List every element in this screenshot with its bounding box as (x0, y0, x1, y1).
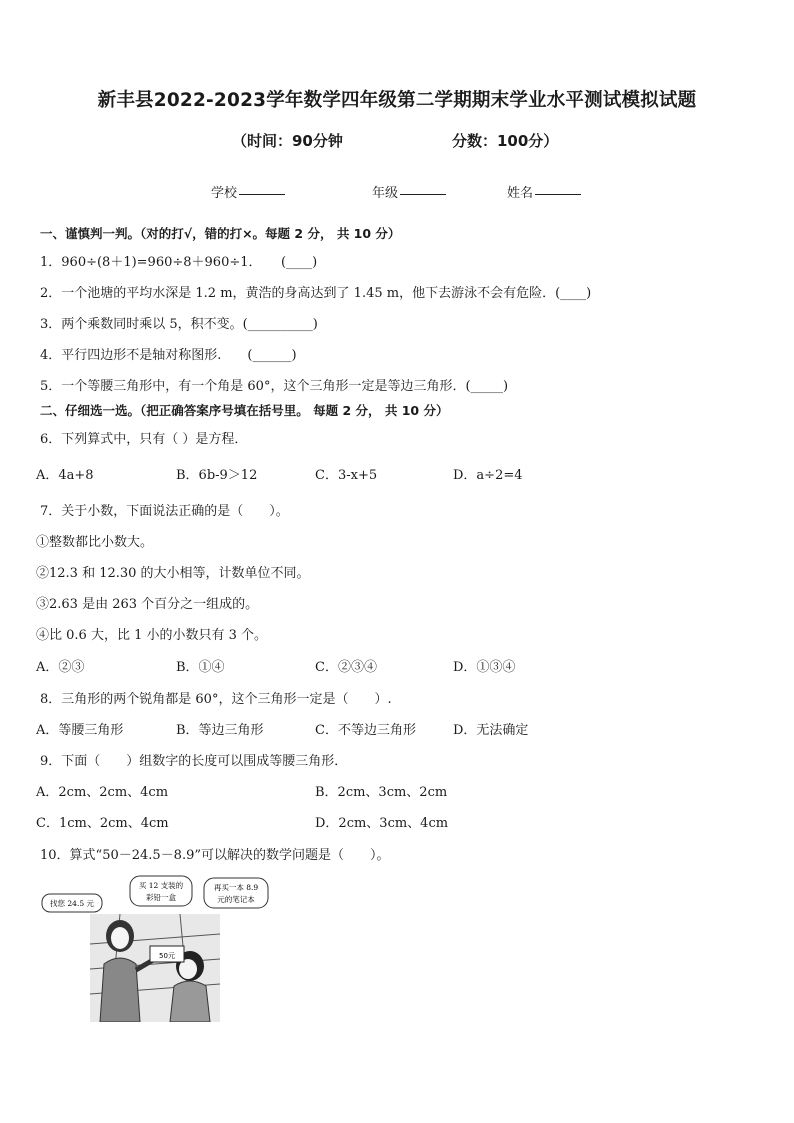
q10-illustration (40, 874, 280, 1022)
q9-option-d: D．2cm、3cm、4cm (315, 816, 449, 831)
speech-bubble-3 (204, 878, 268, 908)
grade-blank (400, 182, 446, 195)
q9-option-c: C．1cm、2cm、4cm (36, 816, 169, 831)
q7-statement-3: ③2.63 是由 263 个百分之一组成的。 (36, 597, 259, 612)
question-10: 10．算式“50－24.5－8.9”可以解决的数学问题是（ ）。 (40, 848, 390, 863)
bubble-2-line-2: 彩铅一盒 (146, 893, 176, 902)
speech-bubble-1 (42, 894, 102, 912)
name-label: 姓名 (507, 186, 534, 201)
school-blank (239, 182, 285, 195)
bubble-2-line-1: 买 12 支装的 (138, 881, 184, 890)
bubble-1-text: 找您 24.5 元 (50, 899, 94, 908)
exam-title: 新丰县2022-2023学年数学四年级第二学期期末学业水平测试模拟试题 (97, 90, 697, 111)
q7-statement-2: ②12.3 和 12.30 的大小相等，计数单位不同。 (36, 566, 310, 581)
grade-label: 年级 (372, 186, 399, 201)
q8-option-c: C．不等边三角形 (315, 723, 416, 738)
q7-option-a: A．②③ (36, 660, 85, 675)
q7-option-b: B．①④ (176, 660, 225, 675)
question-3: 3．两个乘数同时乘以 5，积不变。(__________) (40, 317, 318, 332)
q6-option-b: B．6b-9＞12 (176, 468, 258, 483)
q9-option-a: A．2cm、2cm、4cm (36, 785, 169, 800)
exam-time: （时间：90分钟 (232, 132, 343, 150)
banknote-label: 50元 (159, 952, 175, 960)
bubble-3-line-2: 元的笔记本 (217, 895, 255, 904)
section1-heading: 一、谨慎判一判。（对的打√，错的打×。每题 2 分， 共 10 分） (40, 226, 401, 241)
q6-option-a: A．4a+8 (36, 468, 94, 483)
section2-heading: 二、仔细选一选。（把正确答案序号填在括号里。 每题 2 分， 共 10 分） (40, 403, 449, 418)
q8-option-b: B．等边三角形 (176, 723, 264, 738)
exam-score: 分数：100分） (452, 132, 559, 150)
q8-option-a: A．等腰三角形 (36, 723, 124, 738)
q7-statement-1: ①整数都比小数大。 (36, 535, 154, 550)
name-field (507, 182, 533, 201)
speech-bubble-2 (130, 876, 192, 906)
question-2: 2．一个池塘的平均水深是 1.2 m，黄浩的身高达到了 1.45 m，他下去游泳不会有危险．(____) (40, 286, 592, 301)
q7-option-d: D．①③④ (453, 660, 516, 675)
question-7: 7．关于小数，下面说法正确的是（ ）。 (40, 504, 289, 519)
question-6: 6．下列算式中，只有（ ）是方程． (40, 432, 248, 447)
question-1: 1．960÷(8＋1)=960÷8＋960÷1． (____) (40, 255, 318, 270)
q9-option-b: B．2cm、3cm、2cm (315, 785, 448, 800)
q7-option-c: C．②③④ (315, 660, 377, 675)
q8-option-d: D．无法确定 (453, 723, 529, 738)
school-field (211, 182, 237, 201)
q6-option-d: D．a÷2=4 (453, 468, 523, 483)
q6-option-c: C．3-x+5 (315, 468, 378, 483)
question-4: 4．平行四边形不是轴对称图形. (______) (40, 348, 297, 363)
school-label: 学校 (211, 186, 238, 201)
q7-statement-4: ④比 0.6 大，比 1 小的小数只有 3 个。 (36, 628, 268, 643)
name-blank (535, 182, 581, 195)
question-5: 5．一个等腰三角形中，有一个角是 60°，这个三角形一定是等边三角形．(_____) (40, 379, 509, 394)
bubble-3-line-1: 再买一本 8.9 (213, 883, 259, 892)
grade-field (372, 182, 398, 201)
question-9: 9．下面（ ）组数字的长度可以围成等腰三角形． (40, 754, 348, 769)
question-8: 8．三角形的两个锐角都是 60°，这个三角形一定是（ ）. (40, 692, 392, 707)
